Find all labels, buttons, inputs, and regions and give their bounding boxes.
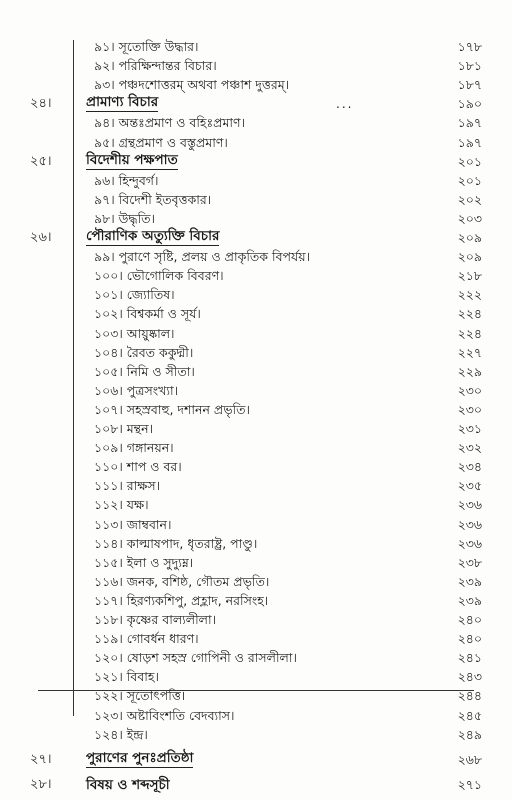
- page-number: ১৯৭: [457, 115, 482, 131]
- toc-entry: [0, 610, 512, 630]
- section-title: ৯৬। হিন্দুবর্গ।: [94, 172, 159, 188]
- toc-entry: [0, 304, 512, 324]
- page-number: ১৭৮: [457, 39, 482, 54]
- toc-entry: [0, 266, 512, 286]
- toc-entry: [0, 495, 512, 515]
- chapter-title: বিদেশীয় পক্ষপাত: [86, 151, 178, 168]
- toc-entry: [0, 94, 512, 114]
- section-title: ৯৮। উদ্ধৃতি।: [94, 210, 155, 226]
- toc-entry: [0, 572, 512, 592]
- section-title: ১০৯। গঙ্গানয়ন।: [94, 440, 174, 456]
- toc-entry: [0, 457, 512, 477]
- toc-entry: [0, 515, 512, 535]
- page-number: ২৩৪: [457, 459, 482, 475]
- section-title: ৯৪। অন্তঃপ্রমাণ ও বহিঃপ্রমাণ।: [94, 115, 246, 131]
- page-number: ২৩১: [457, 421, 482, 436]
- section-title: ১১৬। জনক, বশিষ্ঠ, গৌতম প্রভৃতি।: [94, 573, 270, 589]
- section-title: ১০১। জ্যোতিষ।: [94, 287, 175, 303]
- section-title: ১০৪। রৈবত ককুদ্মী।: [94, 344, 194, 360]
- section-title: ৯২। পরিক্ষিন্দান্তর বিচার।: [94, 58, 217, 74]
- toc-entry: [0, 56, 512, 76]
- page-number: ১৯০: [457, 96, 482, 112]
- toc-entry: [0, 324, 512, 344]
- section-title: ১১২। যক্ষ।: [94, 497, 149, 513]
- section-title: ১১৪। কাল্মাষপাদ, ধৃতরাষ্ট্র, পাণ্ডু।: [94, 535, 258, 551]
- page-number: ২২৭: [457, 344, 482, 360]
- toc-entry: [0, 750, 512, 770]
- section-title: ১১০। শাপ ও বর।: [94, 459, 182, 475]
- chapter-number: ২৭।: [30, 751, 52, 767]
- page-number: ২৩৫: [457, 478, 482, 494]
- toc-entry: [0, 706, 512, 726]
- page-number: ২৪৯: [457, 726, 482, 742]
- section-title: ১১১। রাক্ষস।: [94, 478, 161, 494]
- toc-entry: [0, 476, 512, 496]
- toc-entry: [0, 190, 512, 210]
- chapter-title: পৌরাণিক অত্যুক্তি বিচার: [86, 228, 220, 244]
- section-title: ৯৯। পুরাণে সৃষ্টি, প্রলয় ও প্রাকৃতিক বিপর্যয়।: [94, 249, 311, 265]
- section-title: ৯৩। পঞ্চদশোত্তরম্ অথবা পঞ্চাশ দুত্তরম্।: [94, 77, 290, 93]
- toc-entry: [0, 553, 512, 573]
- page-number: ২০১: [457, 172, 482, 188]
- toc-entry: [0, 343, 512, 363]
- section-title: ৯১। সূতোক্তি উদ্ধার।: [94, 39, 199, 54]
- page-number: ২৪০: [457, 631, 482, 647]
- toc-entry: [0, 381, 512, 401]
- chapter-title: বিষয় ও শব্দসূচী: [86, 776, 170, 793]
- section-title: ১২২। সূতোৎপত্তি।: [94, 688, 186, 704]
- page-number: ২৭১: [457, 776, 482, 792]
- toc-entry: [0, 247, 512, 267]
- section-title: ১১৫। ইলা ও সুদ্যুম্ন।: [94, 554, 194, 570]
- section-title: ১১৮। কৃষ্ণের বাল্যলীলা।: [94, 612, 217, 627]
- toc-entry: [0, 775, 512, 795]
- section-title: ১১৭। হিরণ্যকশিপু, প্রহ্লাদ, নরসিংহ।: [94, 592, 269, 608]
- page-number: ২০২: [457, 191, 482, 207]
- toc-entry: [0, 362, 512, 382]
- toc-entry: [0, 75, 512, 95]
- page-number: ১৯৭: [457, 134, 482, 150]
- chapter-number: ২৫।: [30, 153, 52, 169]
- divider-rule: [38, 690, 474, 691]
- toc-entry: [0, 228, 512, 248]
- page-number: ২২৪: [457, 325, 482, 341]
- chapter-number: ২৪।: [30, 96, 52, 112]
- toc-entry: [0, 285, 512, 305]
- toc-entry: [0, 667, 512, 687]
- page-number: ২৪৪: [457, 688, 482, 704]
- section-title: ১২১। বিবাহ।: [94, 669, 159, 685]
- toc-entry: [0, 725, 512, 745]
- toc-entry: [0, 534, 512, 554]
- chapter-number: ২৮।: [30, 776, 52, 792]
- toc-entry: [0, 419, 512, 439]
- toc-entry: [0, 113, 512, 133]
- toc-entry: [0, 648, 512, 668]
- page-number: ১৮৭: [457, 77, 482, 93]
- toc-entry: [0, 629, 512, 649]
- toc-entry: [0, 133, 512, 153]
- page-number: ২০৯: [457, 249, 482, 265]
- section-title: ১১৩। জাম্ববান।: [94, 516, 172, 532]
- page-number: ২৪৫: [457, 707, 482, 723]
- page-number: ২৩৬: [457, 497, 482, 513]
- page-number: ১৮১: [457, 58, 482, 74]
- section-title: ১০২। বিশ্বকর্মা ও সূর্য।: [94, 306, 201, 322]
- toc-entry: [0, 591, 512, 611]
- page-number: ২২২: [457, 287, 482, 303]
- section-title: ১০৮। মন্থন।: [94, 421, 154, 436]
- section-title: ১০৬। পুত্রসংখ্যা।: [94, 382, 179, 398]
- page-number: ২৩০: [457, 382, 482, 398]
- page-number: ২৪০: [457, 612, 482, 627]
- page-number: ২২৪: [457, 306, 482, 322]
- section-title: ১১৯। গোবর্ধন ধারণ।: [94, 631, 199, 647]
- toc-entry: [0, 37, 512, 57]
- page-number: ২৩৬: [457, 535, 482, 551]
- section-title: ৯৭। বিদেশী ইতবৃত্তকার।: [94, 191, 212, 207]
- page-number: ২৩৯: [457, 592, 482, 608]
- page-number: ২১৮: [457, 268, 482, 284]
- section-title: ১০০। ভৌগোলিক বিবরণ।: [94, 268, 224, 284]
- page-number: ২০৩: [457, 210, 482, 226]
- toc-entry: [0, 400, 512, 420]
- page-number: ২৪১: [457, 650, 482, 666]
- leader-dots: ...: [336, 97, 354, 112]
- section-title: ৯৫। গ্রন্থপ্রমাণ ও বস্তুপ্রমাণ।: [94, 134, 228, 150]
- page-number: ২০১: [457, 153, 482, 169]
- page-number: ২০৯: [457, 230, 482, 245]
- chapter-number: ২৬।: [30, 230, 52, 245]
- page-number: ২৪৩: [457, 669, 482, 685]
- chapter-title: পুরাণের পুনঃপ্রতিষ্ঠা: [86, 749, 194, 766]
- toc-entry: [0, 171, 512, 191]
- section-title: ১২৩। অষ্টাবিংশতি বেদব্যাস।: [94, 707, 235, 723]
- page-number: ২৩৯: [457, 573, 482, 589]
- page-number: ২২৯: [457, 363, 482, 379]
- page-number: ২৩০: [457, 401, 482, 417]
- section-title: ১২০। ষোড়শ সহস্র গোপিনী ও রাসলীলা।: [94, 650, 297, 666]
- section-title: ১০৭। সহস্রবাহু, দশানন প্রভৃতি।: [94, 401, 250, 417]
- page-number: ২৩৮: [457, 554, 482, 570]
- page-number: ২৩২: [457, 440, 482, 456]
- toc-entry: [0, 152, 512, 172]
- toc-entry: [0, 438, 512, 458]
- chapter-title: প্রামাণ্য বিচার: [86, 94, 159, 111]
- page-number: ২৬৮: [457, 751, 482, 767]
- section-title: ১০৩। আয়ুষ্কাল।: [94, 325, 175, 341]
- page-number: ২৩৬: [457, 516, 482, 532]
- section-title: ১২৪। ইন্দ্র।: [94, 726, 148, 742]
- margin-rule: [73, 40, 74, 716]
- section-title: ১০৫। নিমি ও সীতা।: [94, 363, 195, 379]
- toc-entry: [0, 209, 512, 229]
